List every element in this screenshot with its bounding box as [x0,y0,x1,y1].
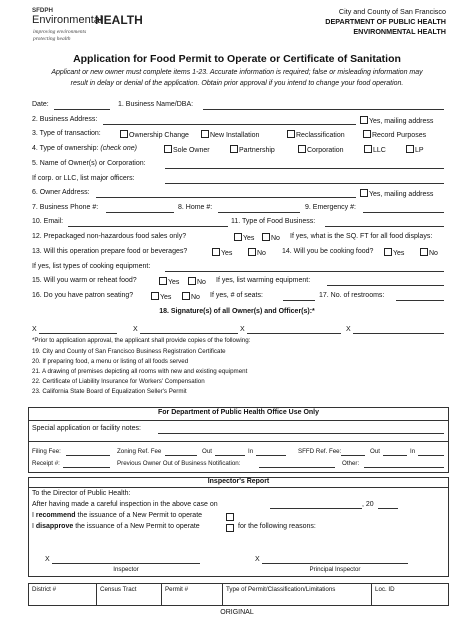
checkbox-icon [188,277,196,285]
principal-signature-field[interactable] [262,563,408,564]
special-notes-label: Special application or facility notes: [32,425,141,432]
emergency-label: 9. Emergency #: [305,204,356,211]
disapprove-pre: I [32,523,36,530]
permit-type-col[interactable]: Type of Permit/Classification/Limitations [226,586,336,593]
signature-field-4[interactable] [353,333,444,334]
recommend-row [32,512,202,519]
recommend-pre: I [32,512,36,519]
header-city: City and County of San Francisco [338,7,446,16]
zoning-out-label: Out [202,448,212,455]
cooking-equipment-label: If yes, list types of cooking equipment: [32,263,151,270]
prev-owner-field[interactable] [259,467,335,468]
opt-lp[interactable] [406,145,424,154]
opt-label: Partnership [239,147,275,154]
sffd-fee-field[interactable] [341,455,365,456]
food-business-type-field[interactable] [325,226,444,227]
prior-intro: *Prior to application approval, the applicant shall provide copies of the following: [32,337,251,344]
yes-label: Yes [160,294,172,301]
subtitle-line-2: result in delay or denial of the application. Obtain prior approval if you intend to change your food operation. [70,80,404,87]
prepackaged-label: 12. Prepackaged non-hazardous food sales only? [32,233,187,240]
disapprove-row [32,523,200,530]
signature-field-3[interactable] [247,333,341,334]
filing-fee-label: Filing Fee: [32,448,61,455]
prepackaged-no[interactable] [262,233,280,242]
opt-label: LP [415,147,424,154]
ownership-label [32,145,137,152]
prepare-yes[interactable] [212,248,232,257]
opt-label: Reclassification [296,132,345,139]
owner-name-label: 5. Name of Owner(s) or Corporation: [32,160,146,167]
sffd-out-field[interactable] [383,455,407,456]
checkbox-icon [298,145,306,153]
checkbox-icon [360,189,368,197]
logo-environmental: Environmental [32,14,103,26]
owner-address-label: 6. Owner Address: [32,189,90,196]
office-divider-2 [28,441,449,442]
disapprove-bold: disapprove [35,523,74,530]
opt-corporation[interactable] [298,145,344,154]
business-phone-label: 7. Business Phone #: [32,204,99,211]
opt-label: Sole Owner [173,147,210,154]
seats-field[interactable] [283,300,315,301]
other-field[interactable] [364,467,444,468]
office-divider-1 [28,420,449,421]
sig-x-2: X [133,326,138,333]
restrooms-field[interactable] [396,300,444,301]
zoning-out-field[interactable] [215,455,245,456]
special-notes-field[interactable] [158,433,444,434]
business-phone-field[interactable] [106,212,174,213]
prior-item-20: 20. If preparing food, a menu or listing of all foods served [32,358,189,365]
home-phone-field[interactable] [218,212,300,213]
checkbox-icon [182,292,190,300]
checkbox-icon [360,116,368,124]
yes-label: Yes [243,235,255,242]
warm-yes[interactable] [159,277,179,286]
opt-label: Corporation [307,147,344,154]
signature-field-1[interactable] [39,333,117,334]
email-label: 10. Email: [32,218,64,225]
mailing-label: Yes, mailing address [369,118,434,125]
yes-label: Yes [393,250,405,257]
checkbox-icon [384,248,392,256]
inspector-to-label: To the Director of Public Health: [32,490,131,497]
opt-label: New Installation [210,132,260,139]
signature-field-2[interactable] [140,333,238,334]
checkbox-icon [159,277,167,285]
opt-reclassification[interactable] [287,130,345,139]
checkbox-icon [120,130,128,138]
date-label: Date: [32,101,49,108]
office-heading: For Department of Public Health Office Use Only [157,409,320,416]
seating-label: 16. Do you have patron seating? [32,292,134,299]
col-divider-3 [222,583,223,606]
zoning-fee-field[interactable] [165,455,197,456]
prepare-no[interactable] [248,248,266,257]
opt-ownership-change[interactable] [120,130,189,139]
checkbox-icon [364,145,372,153]
business-name-field[interactable] [203,109,444,110]
recommend-bold: recommend [35,512,76,519]
no-label: No [191,294,200,301]
sig-x-1: X [32,326,37,333]
ownership-label-text: 4. Type of ownership: [32,145,99,152]
prior-item-19: 19. City and County of San Francisco Business Registration Certificate [32,348,226,355]
checkbox-icon [262,233,270,241]
inspection-year-field[interactable] [378,508,398,509]
warm-food-label: 15. Will you warm or reheat food? [32,277,137,284]
principal-sig-label: Principal Inspector [309,566,361,573]
zoning-fee-label: Zoning Ref. Fee [117,448,162,455]
col-divider-2 [161,583,162,606]
officers-field[interactable] [165,183,444,184]
sig-x-4: X [346,326,351,333]
page-title: Application for Food Permit to Operate or Certificate of Sanitation [73,53,401,65]
inspector-signature-field[interactable] [52,563,200,564]
opt-llc[interactable] [364,145,386,154]
cooking-equipment-field[interactable] [165,271,444,272]
inspection-year-label: , 20 [362,501,374,508]
emergency-field[interactable] [363,212,444,213]
checkbox-icon [212,248,220,256]
sig-x-3: X [240,326,245,333]
opt-label: Record Purposes [372,132,427,139]
reasons-label: for the following reasons: [238,523,316,530]
inspector-heading: Inspector's Report [207,478,270,485]
sffd-in-label: In [410,448,416,455]
header-division: ENVIRONMENTAL HEALTH [353,27,446,36]
recommend-checkbox[interactable] [226,513,234,521]
cooking-yes[interactable] [384,248,404,257]
principal-sig-x: X [255,556,260,563]
checkbox-icon [406,145,414,153]
no-label: No [429,250,438,257]
business-address-label: 2. Business Address: [32,116,98,123]
col-divider-1 [96,583,97,606]
inspector-sig-label: Inspector [113,566,139,573]
seating-no[interactable] [182,292,200,301]
sqft-label: If yes, what is the SQ. FT for all food displays: [290,233,433,240]
checkbox-icon [420,248,428,256]
business-name-label: 1. Business Name/DBA: [118,101,194,108]
cooking-no[interactable] [420,248,438,257]
warming-equipment-label: If yes, list warming equipment: [216,277,311,284]
receipt-label: Receipt #: [32,460,60,467]
opt-label: LLC [373,147,386,154]
yes-label: Yes [168,279,180,286]
recommend-post: the issuance of a New Permit to operate [75,512,203,519]
checkbox-icon [164,145,172,153]
opt-sole-owner[interactable] [164,145,210,154]
transaction-label: 3. Type of transaction: [32,130,101,137]
prev-owner-label: Previous Owner Out of Business Notification: [117,460,241,467]
checkbox-icon [201,130,209,138]
signatures-heading: 18. Signature(s) of all Owner(s) and Officer(s):* [159,308,315,315]
checkbox-icon [230,145,238,153]
checkbox-icon [248,248,256,256]
checkbox-icon [287,130,295,138]
officers-label: If corp. or LLC, list major officers: [32,175,135,182]
warm-no[interactable] [188,277,206,286]
opt-record-purposes[interactable] [363,130,426,139]
district-col[interactable]: District # [32,586,57,593]
census-tract-col[interactable]: Census Tract [100,586,137,593]
disapprove-post: the issuance of a New Permit to operate [73,523,200,530]
warming-equipment-field[interactable] [327,285,444,286]
receipt-field[interactable] [63,467,110,468]
opt-new-installation[interactable] [201,130,259,139]
col-divider-4 [371,583,372,606]
inspector-after-label: After having made a careful inspection in the above case on [32,501,218,508]
food-business-type-label: 11. Type of Food Business: [231,218,316,225]
logo-tagline-1: improving environments [33,29,87,35]
logo-sfdph: SFDPH [32,7,53,14]
disapprove-checkbox[interactable] [226,524,234,532]
checkbox-icon [151,292,159,300]
inspector-sig-x: X [45,556,50,563]
ownership-note: (check one) [100,145,137,152]
zoning-in-field[interactable] [256,455,286,456]
checkbox-icon [363,130,371,138]
prior-item-23: 23. California State Board of Equalization Seller's Permit [32,388,187,395]
business-mailing-checkbox[interactable] [360,116,433,125]
inspector-divider [28,487,449,488]
checkbox-icon [234,233,242,241]
other-label: Other: [342,460,360,467]
seating-yes[interactable] [151,292,171,301]
no-label: No [271,235,280,242]
prior-item-21: 21. A drawing of premises depicting all rooms with new and existing equipment [32,368,248,375]
loc-id-col[interactable]: Loc. ID [375,586,395,593]
date-field[interactable] [54,109,110,110]
yes-label: Yes [221,250,233,257]
logo-tagline-2: protecting health [33,36,71,42]
seats-label: If yes, # of seats: [210,292,263,299]
opt-label: Ownership Change [129,132,189,139]
sffd-out-label: Out [370,448,380,455]
no-label: No [197,279,206,286]
owner-name-field[interactable] [165,168,444,169]
home-phone-label: 8. Home #: [178,204,213,211]
cooking-label: 14. Will you be cooking food? [282,248,374,255]
mailing-label: Yes, mailing address [369,191,434,198]
owner-mailing-checkbox[interactable] [360,189,433,198]
restrooms-label: 17. No. of restrooms: [319,292,385,299]
owner-address-field[interactable] [96,197,356,198]
logo-health: HEALTH [95,13,143,27]
filing-fee-field[interactable] [66,455,110,456]
inspection-date-field[interactable] [270,508,362,509]
prepackaged-yes[interactable] [234,233,254,242]
prior-item-22: 22. Certificate of Liability Insurance for Workers' Compensation [32,378,205,385]
subtitle-line-1: Applicant or new owner must complete items 1-23. Accurate information is required; false or misleading information may [51,69,423,76]
prepare-food-label: 13. Will this operation prepare food or beverages? [32,248,188,255]
original-label: ORIGINAL [220,609,254,616]
opt-partnership[interactable] [230,145,275,154]
no-label: No [257,250,266,257]
sffd-fee-label: SFFD Ref. Fee: [298,448,342,455]
zoning-in-label: In [248,448,254,455]
email-field[interactable] [68,226,228,227]
permit-col[interactable]: Permit # [165,586,189,593]
header-dept: DEPARTMENT OF PUBLIC HEALTH [325,17,446,26]
business-address-field[interactable] [103,124,356,125]
sffd-in-field[interactable] [418,455,444,456]
